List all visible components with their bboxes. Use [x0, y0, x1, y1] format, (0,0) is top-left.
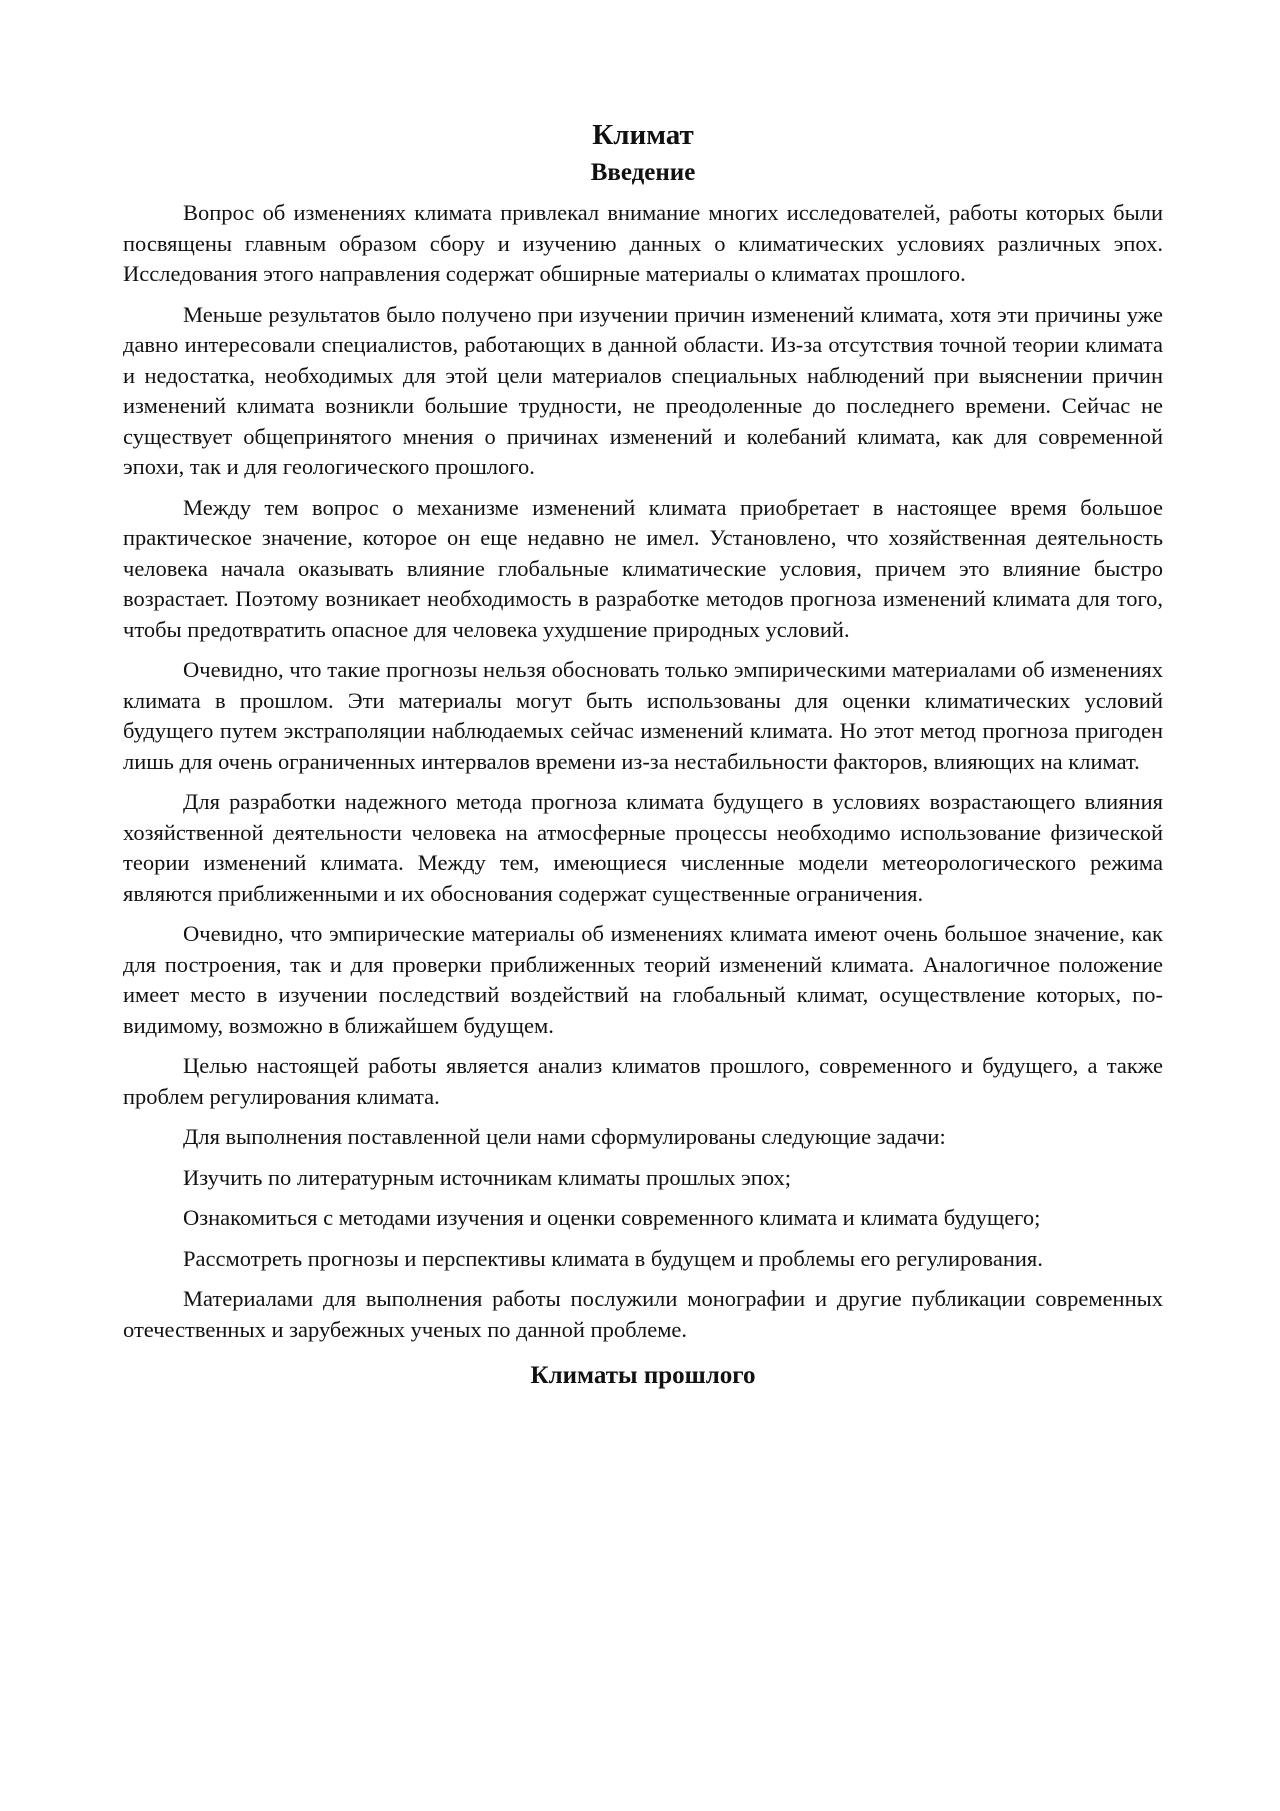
task-item: Рассмотреть прогнозы и перспективы климата в будущем и проблемы его регулирования. [183, 1245, 1043, 1271]
paragraph: Для выполнения поставленной цели нами сформулированы следующие задачи: [183, 1124, 946, 1149]
paragraph: Меньше результатов было получено при изучении причин изменений климата, хотя эти причины уже давно интересовали специалистов, работающих в данной области. Из-за отсутствия точной теории климата и недостатка, необходимых для этой цели материалов специальных наблюдений при выяснении причин изменений климата возникли большие трудности, не преодоленные до последнего времени. Сейчас не существует общепринятого мнения о причинах изменений и колебаний климата, как для современной эпохи, так и для геологического прошлого. [123, 301, 1163, 479]
intro-heading: Введение [590, 159, 696, 186]
document-page [123, 118, 1163, 1391]
paragraph: Целью настоящей работы является анализ климатов прошлого, современного и будущего, а также проблем регулирования климата. [123, 1053, 1163, 1109]
document-title: Климат [592, 119, 694, 151]
paragraph: Очевидно, что такие прогнозы нельзя обосновать только эмпирическими материалами об изменениях климата в прошлом. Эти материалы могут быть использованы для оценки климатических условий будущего путем экстраполяции наблюдаемых сейчас изменений климата. Но этот метод прогноза пригоден лишь для очень ограниченных интервалов времени из-за нестабильности факторов, влияющих на климат. [123, 657, 1163, 774]
task-item: Изучить по литературным источникам климаты прошлых эпох; [183, 1164, 792, 1190]
paragraph: Между тем вопрос о механизме изменений климата приобретает в настоящее время большое практическое значение, которое он еще недавно не имел. Установлено, что хозяйственная деятельность человека начала оказывать влияние глобальные климатические условия, причем это влияние быстро возрастает. Поэтому возникает необходимость в разработке методов прогноза изменений климата для того, чтобы предотвратить опасное для человека ухудшение природных условий. [123, 494, 1163, 642]
paragraph: Материалами для выполнения работы послужили монографии и другие публикации современных отечественных и зарубежных ученых по данной проблеме. [123, 1286, 1163, 1342]
paragraph: Очевидно, что эмпирические материалы об изменениях климата имеют очень большое значение, как для построения, так и для проверки приближенных теорий изменений климата. Аналогичное положение имеет место в изучении последствий воздействий на глобальный климат, осуществление которых, по-видимому, возможно в ближайшем будущем. [123, 921, 1163, 1038]
paragraph: Вопрос об изменениях климата привлекал внимание многих исследователей, работы которых были посвящены главным образом сбору и изучению данных о климатических условиях различных эпох. Исследования этого направления содержат обширные материалы о климатах прошлого. [123, 200, 1163, 286]
section-heading-past-climates: Климаты прошлого [530, 1362, 756, 1389]
task-item: Ознакомиться с методами изучения и оценки современного климата и климата будущего; [183, 1205, 1041, 1230]
paragraph: Для разработки надежного метода прогноза климата будущего в условиях возрастающего влияния хозяйственной деятельности человека на атмосферные процессы необходимо использование физической теории изменений климата. Между тем, имеющиеся численные модели метеорологического режима являются приближенными и их обоснования содержат существенные ограничения. [123, 789, 1163, 906]
